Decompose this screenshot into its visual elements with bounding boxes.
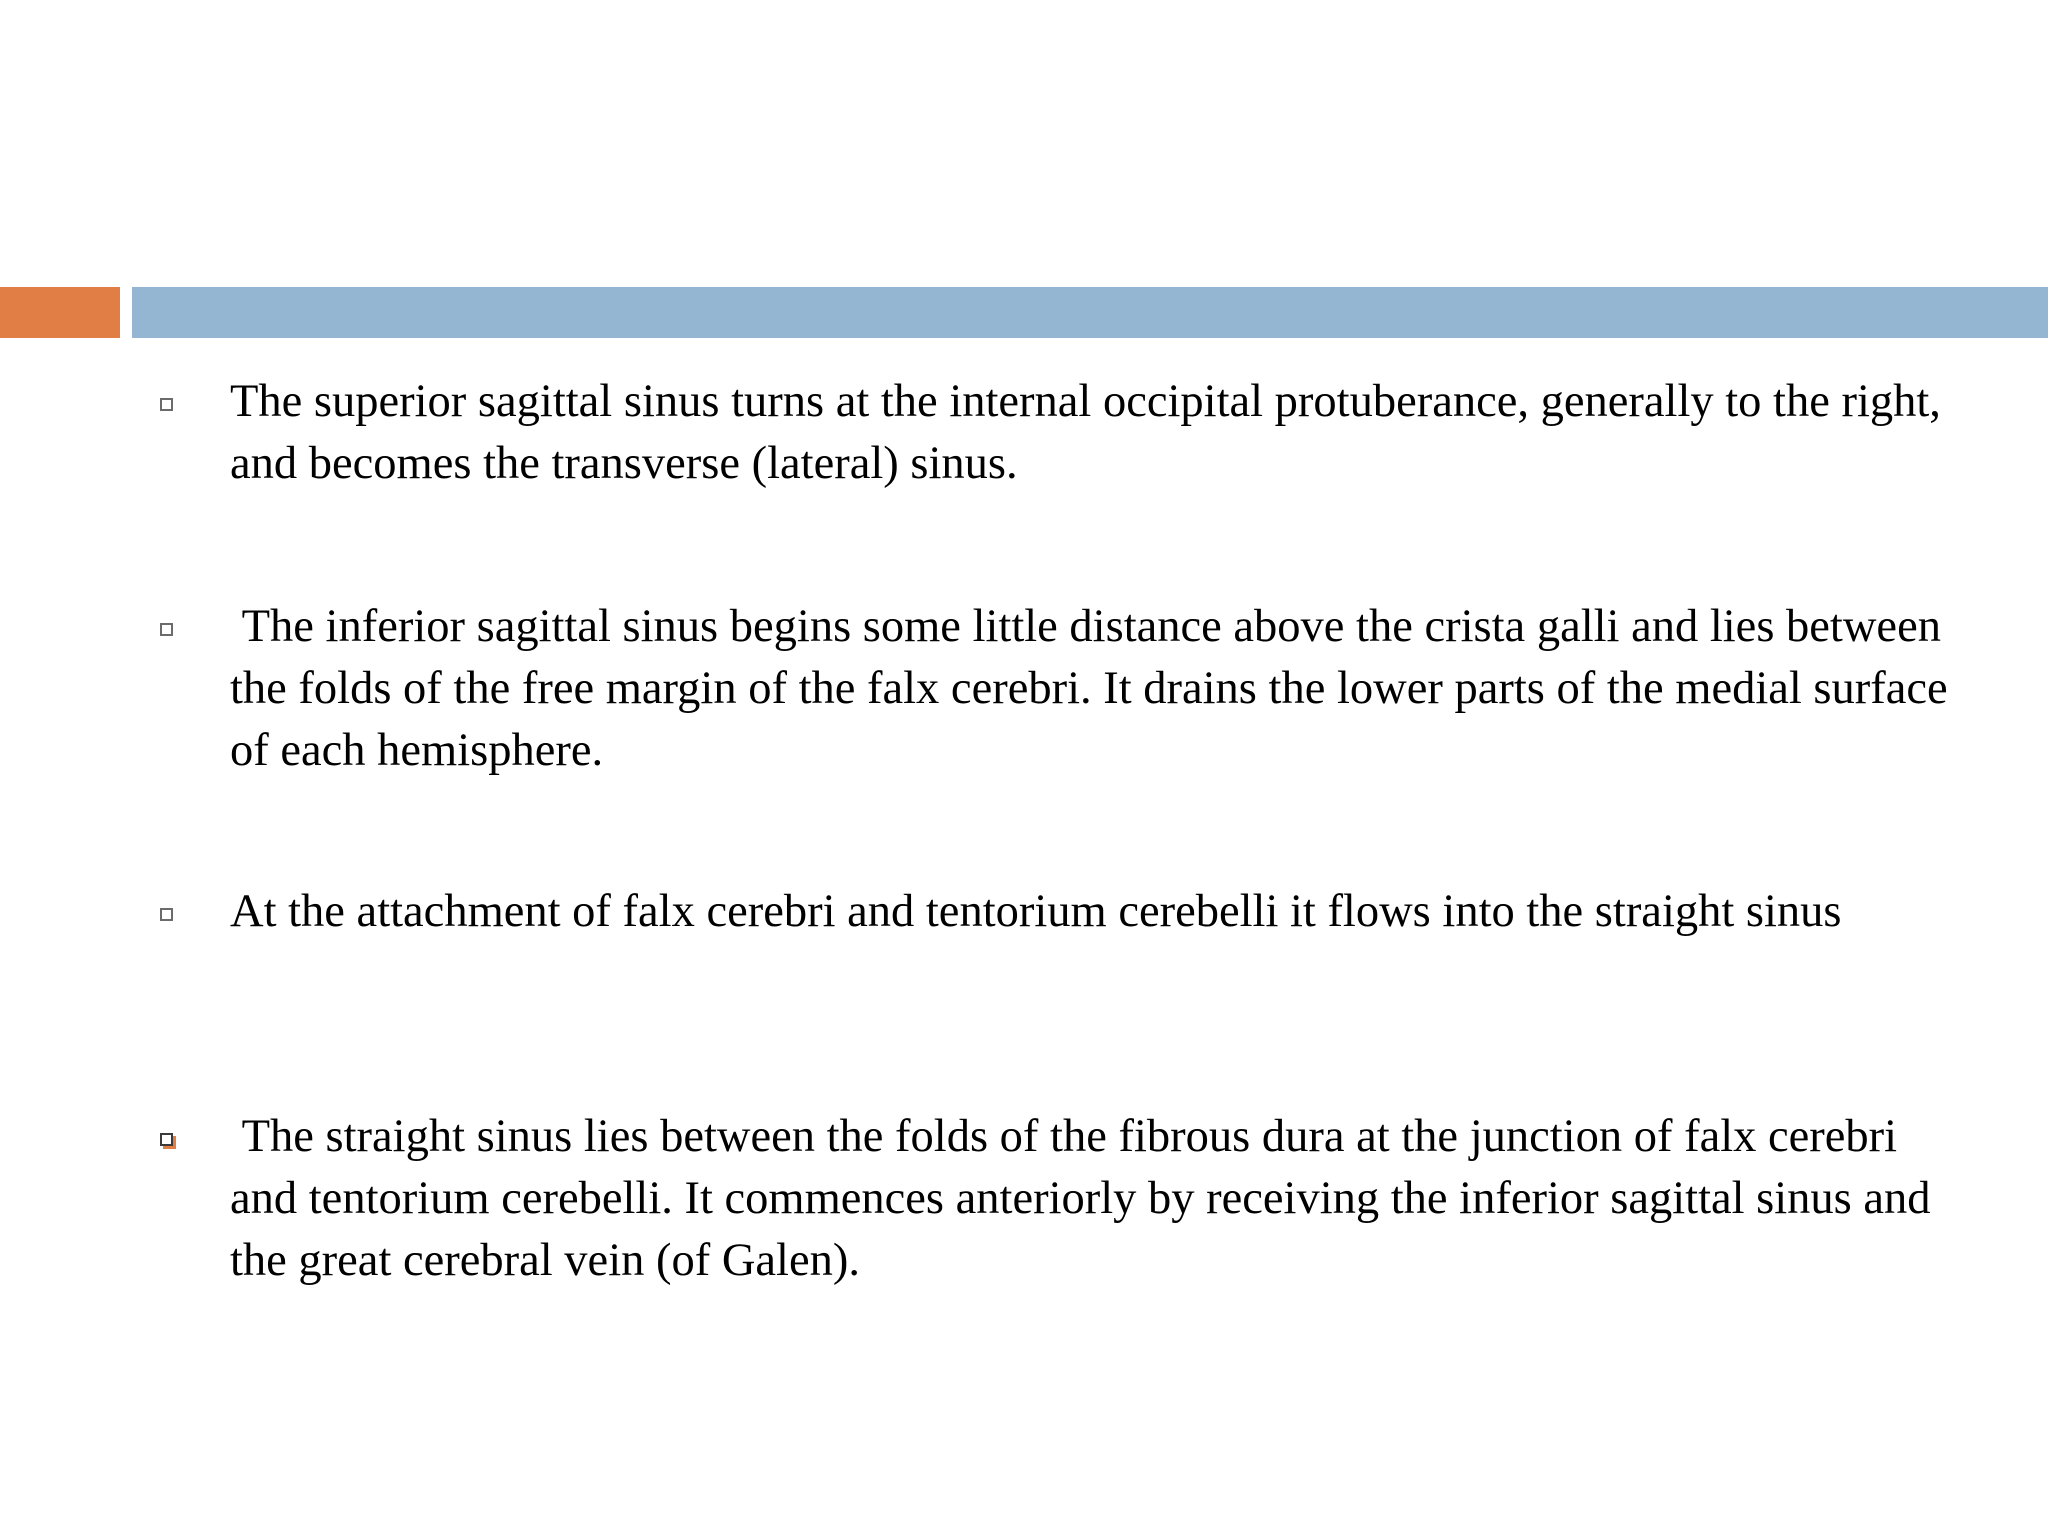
bullet-text: At the attachment of falx cerebri and tentorium cerebelli it flows into the straight sinus <box>230 886 1842 937</box>
square-bullet-icon <box>160 908 173 921</box>
square-bullet-icon <box>160 623 173 636</box>
square-bullet-icon <box>160 398 173 411</box>
bullet-text: The inferior sagittal sinus begins some little distance above the crista galli and lies between the folds of the free margin of the falx cerebri. It drains the lower parts of the medial surface of each hemisphere. <box>230 601 1960 776</box>
shadowed-square-bullet-icon <box>160 1133 173 1146</box>
bullet-text: The straight sinus lies between the folds of the fibrous dura at the junction of falx cerebri and tentorium cerebelli. It commences anteriorly by receiving the inferior sagittal sinus and the great cerebral vein (of Galen). <box>230 1111 1943 1286</box>
bullet-text: The superior sagittal sinus turns at the internal occipital protuberance, generally to the right, and becomes the transverse (lateral) sinus. <box>230 376 1953 489</box>
